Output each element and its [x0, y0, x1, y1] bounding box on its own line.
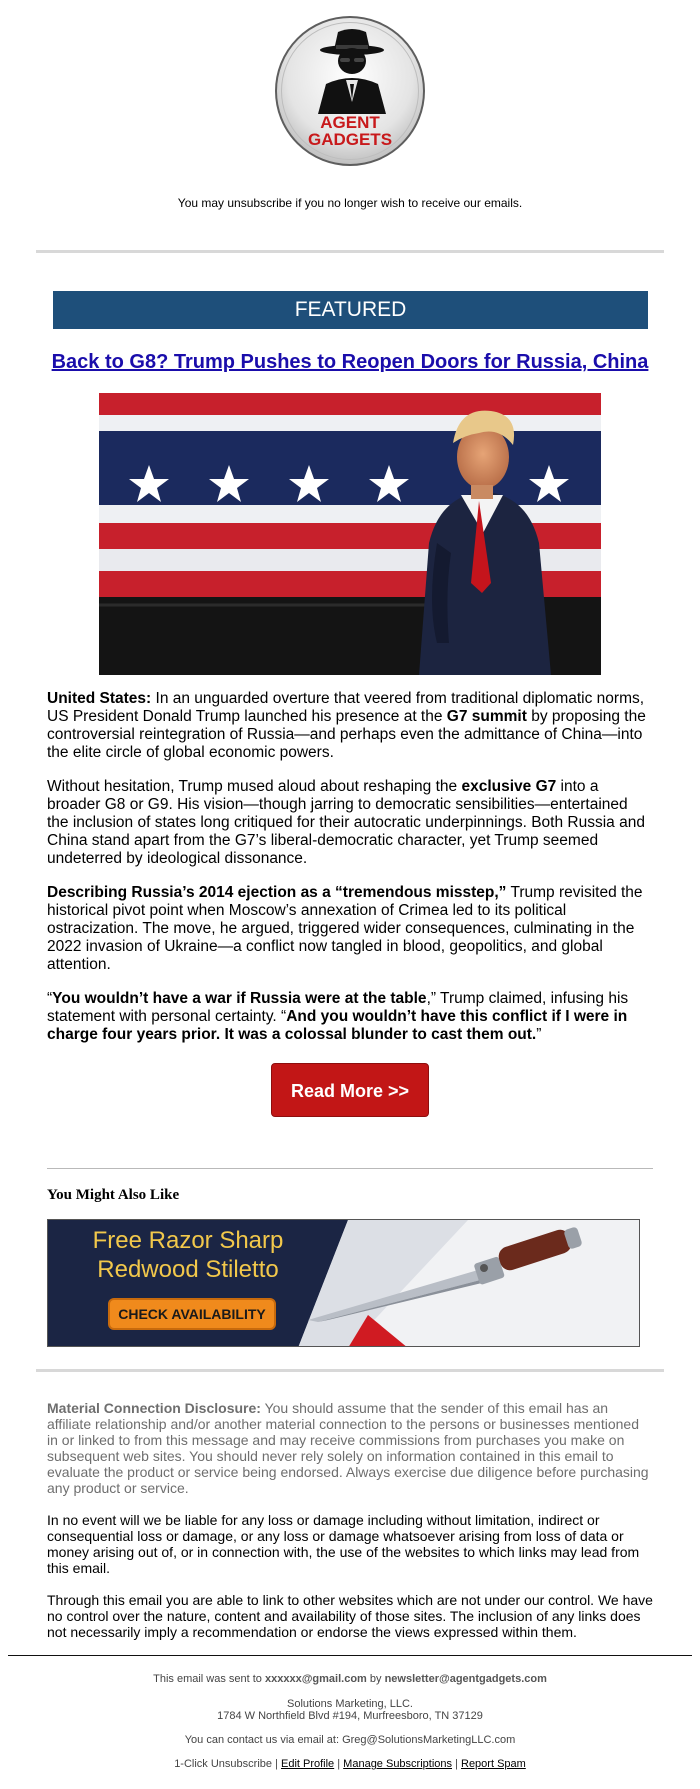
bold-span: And you wouldn’t have this conflict if I were in charge four years prior. It was a colossal blunder to cast them out. [47, 1008, 628, 1043]
text-span: ” [536, 1026, 542, 1043]
flag-portrait-image [99, 393, 601, 675]
company-address: 1784 W Northfield Blvd #194, Murfreesboro, TN 37129 [217, 1710, 483, 1722]
text-span: | [334, 1758, 344, 1770]
text-span: ,” Trump claimed, infusing his statement with personal certainty. “ [47, 990, 629, 1025]
ad-line-2: Redwood Stiletto [97, 1256, 279, 1283]
disclosure-text: You should assume that the sender of this email has an affiliate relationship and/or another material connection to the persons or businesses mentioned in or linked to from this message and may receive commissions from purchases you make on subsequent web sites. You should never rely solely on information contained in this email to evaluate the product or service being endorsed. Always exercise due diligence before purchasing any product or service. [47, 1400, 649, 1496]
liability-paragraph: In no event will we be liable for any loss or damage including without limitation, indirect or consequential loss or damage, or any loss or damage whatsoever arising from loss of data or money arising out of, or in connection with, the use of the websites to which links may lead from this email. [47, 1512, 640, 1576]
you-might-also-like-heading: You Might Also Like [47, 1187, 180, 1203]
ad-headline [78, 1226, 298, 1284]
divider [36, 250, 664, 253]
stiletto-knife-icon [308, 1220, 608, 1347]
header [0, 0, 700, 170]
bold-span: exclusive G7 [461, 778, 557, 795]
logo-wordmark [277, 114, 423, 148]
bold-span: G7 summit [446, 708, 527, 725]
text-span: by [366, 1673, 385, 1685]
sent-to-line [0, 1673, 700, 1685]
legal-text [0, 1512, 700, 1640]
text-span: by proposing the controversial reintegration of Russia—and perhaps even the admittance of China—into the elite circle of global economic powers. [47, 708, 646, 761]
article-paragraph-4 [47, 990, 653, 1044]
contact-line: You can contact us via email at: Greg@SolutionsMarketingLLC.com [184, 1734, 516, 1746]
location-label: United States: [47, 690, 152, 707]
recipient-email: xxxxxx@gmail.com [264, 1673, 367, 1685]
agent-gadgets-logo[interactable] [275, 16, 425, 166]
unsubscribe-note: You may unsubscribe if you no longer wish to receive our emails. [177, 196, 523, 210]
logo-line-1: AGENT [320, 113, 380, 132]
text-span: | [272, 1758, 281, 1770]
text-span: “ [47, 990, 53, 1007]
disclosure-label: Material Connection Disclosure: [47, 1400, 261, 1416]
edit-profile-link[interactable]: Edit Profile [280, 1758, 335, 1770]
stiletto-ad-banner[interactable] [47, 1219, 640, 1347]
bold-span: Describing Russia’s 2014 ejection as a “tremendous misstep,” [47, 884, 507, 901]
text-span: | [452, 1758, 461, 1770]
featured-banner: FEATURED [53, 291, 648, 329]
sender-email: newsletter@agentgadgets.com [384, 1673, 547, 1685]
divider [36, 1369, 664, 1372]
spy-figure-icon [312, 28, 392, 114]
text-span: into a broader G8 or G9. His vision—though jarring to democratic sensibilities—entertained the inclusion of states long critiqued for their autocratic underpinnings. Both Russia and China stand apart from the G7’s liberal-democratic character, yet Trump seemed undeterred by ideological dissonance. [47, 778, 645, 867]
divider [47, 1168, 653, 1169]
text-span: This email was sent to [153, 1673, 265, 1685]
report-spam-link[interactable]: Report Spam [461, 1758, 526, 1770]
article-paragraph-2 [47, 778, 653, 868]
text-span: In an unguarded overture that veered from traditional diplomatic norms, US President Donald Trump launched his presence at the [47, 690, 645, 725]
read-more-button[interactable]: Read More >> [271, 1063, 429, 1117]
footer [0, 1673, 700, 1770]
ad-line-1: Free Razor Sharp [92, 1227, 284, 1254]
check-availability-button[interactable]: CHECK AVAILABILITY [108, 1298, 276, 1330]
logo-line-2: GADGETS [307, 130, 393, 149]
manage-subscriptions-link[interactable]: Manage Subscriptions [343, 1758, 453, 1770]
article-hero-image[interactable] [99, 393, 601, 675]
article-paragraph-1 [47, 690, 653, 762]
text-span: Trump revisited the historical pivot point when Moscow’s annexation of Crimea led to its political ostracization. The move, he argued, triggered wider consequences, culminating in the 2022 invasion of Ukraine—a conflict now tangled in blood, geopolitics, and global attention. [47, 884, 643, 973]
one-click-unsubscribe-label: 1-Click Unsubscribe [174, 1758, 272, 1770]
bold-span: You wouldn’t have a war if Russia were at the table [52, 990, 427, 1007]
article-body [0, 690, 700, 1044]
article-headline-link[interactable]: Back to G8? Trump Pushes to Reopen Doors for Russia, China [51, 351, 649, 373]
company-name: Solutions Marketing, LLC. [287, 1698, 413, 1710]
footer-links [0, 1758, 700, 1770]
divider [8, 1655, 692, 1656]
material-disclosure [0, 1400, 700, 1496]
external-links-paragraph: Through this email you are able to link to other websites which are not under our control. We have no control over the nature, content and availability of those sites. The inclusion of any links does not necessarily imply a recommendation or endorse the views expressed within them. [47, 1592, 653, 1640]
text-span: Without hesitation, Trump mused aloud about reshaping the [47, 778, 462, 795]
article-paragraph-3 [47, 884, 653, 974]
